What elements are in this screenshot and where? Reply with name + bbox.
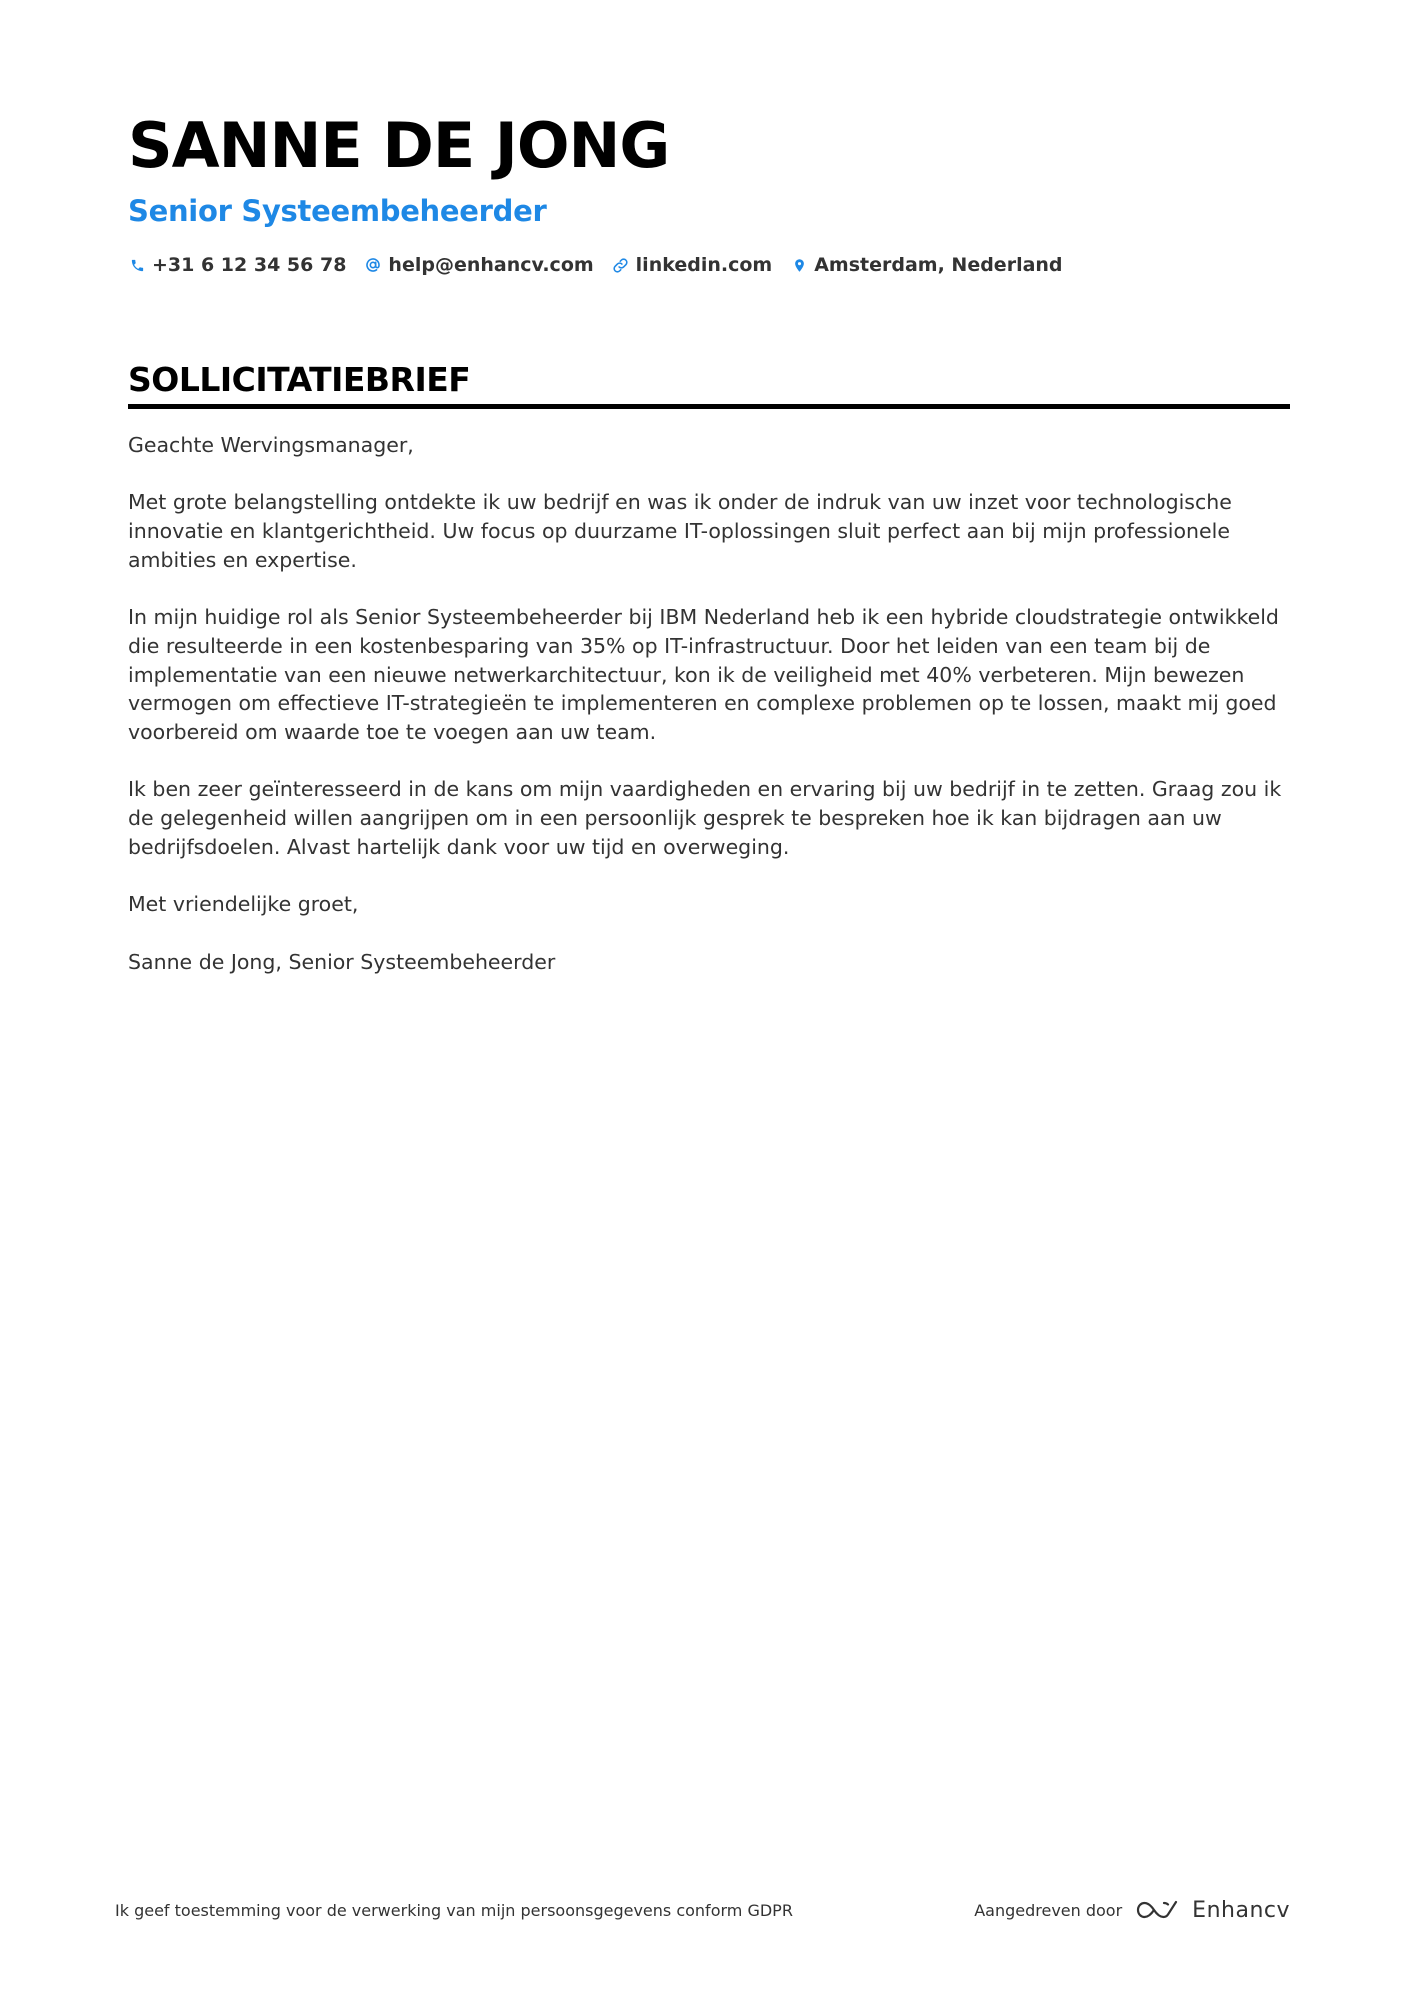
contact-bar [128, 250, 1290, 280]
contact-linkedin[interactable] [612, 254, 773, 276]
job-title: Senior Systeembeheerder [128, 194, 547, 228]
letter-salutation: Geachte Wervingsmanager, [128, 433, 414, 457]
enhancv-brand-name: Enhancv [1192, 1897, 1290, 1923]
contact-linkedin-text: linkedin.com [635, 254, 773, 276]
letter-paragraph: Ik ben zeer geïnteresseerd in de kans om mijn vaardigheden en ervaring bij uw bedrijf in te zetten. Graag zou ik de gelegenheid willen aangrijpen om in een persoonlijk gesprek te bespreken hoe ik kan bijdragen aan uw bedrijfsdoelen. Alvast hartelijk dank voor uw tijd en overweging. [128, 777, 1282, 859]
contact-phone-text: +31 6 12 34 56 78 [152, 254, 347, 276]
location-pin-icon [790, 256, 808, 274]
powered-by[interactable] [974, 1897, 1290, 1923]
letter-closing: Met vriendelijke groet, [128, 892, 359, 917]
contact-email-text: help@enhancv.com [388, 254, 594, 276]
phone-icon [128, 256, 146, 274]
contact-location-text: Amsterdam, Nederland [814, 254, 1063, 276]
contact-phone[interactable] [128, 254, 346, 276]
letter-body [128, 431, 1290, 976]
gdpr-consent-text: Ik geef toestemming voor de verwerking van mijn persoonsgegevens conform GDPR [115, 1900, 793, 1920]
contact-email[interactable] [364, 254, 593, 276]
link-icon [612, 256, 630, 274]
candidate-name: SANNE DE JONG [128, 109, 670, 182]
letter-paragraph: In mijn huidige rol als Senior Systeembeheerder bij IBM Nederland heb ik een hybride cloudstrategie ontwikkeld die resulteerde in een kostenbesparing van 35% op IT-infrastructuur. Door het leiden van een team bij de implementatie van een nieuwe netwerkarchitectuur, kon ik de veiligheid met 40% verbeteren. Mijn bewezen vermogen om effectieve IT-strategieën te implementeren en complexe problemen op te lossen, maakt mij goed voorbereid om waarde toe te voegen aan uw team. [128, 605, 1279, 744]
contact-location [790, 254, 1062, 276]
powered-by-label: Aangedreven door [974, 1900, 1123, 1920]
letter-paragraph: Met grote belangstelling ontdekte ik uw bedrijf en was ik onder de indruk van uw inzet voor technologische innovatie en klantgerichtheid. Uw focus op duurzame IT-oplossingen sluit perfect aan bij mijn professionele ambities en expertise. [128, 490, 1232, 572]
enhancv-logo-icon [1134, 1897, 1182, 1923]
section-heading: SOLLICITATIEBRIEF [128, 360, 1290, 409]
letter-signature: Sanne de Jong, Senior Systeembeheerder [128, 949, 556, 974]
cover-letter-page [128, 110, 1290, 1005]
footer [115, 1890, 1290, 1930]
at-icon [364, 256, 382, 274]
